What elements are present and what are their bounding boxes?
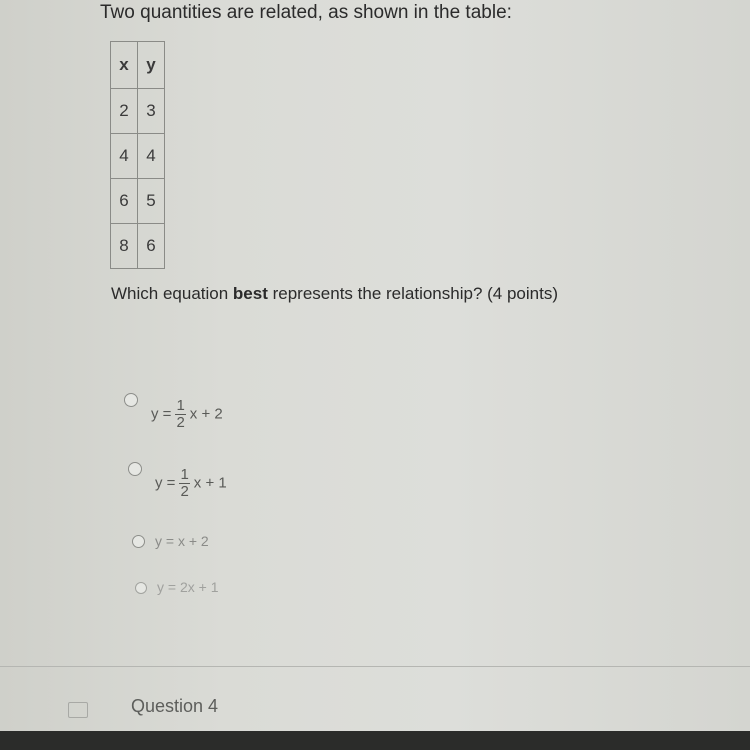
option-d-radio[interactable] (135, 582, 147, 594)
option-a-denominator: 2 (176, 414, 185, 431)
question-text-after: represents the relationship? (4 points) (267, 284, 558, 303)
option-a-rhs: x + 2 (189, 405, 223, 423)
screen-bezel (0, 731, 750, 750)
option-a-radio[interactable] (124, 393, 138, 407)
option-d-equation[interactable]: y = 2x + 1 (157, 579, 219, 595)
option-b-rhs: x + 1 (193, 474, 227, 492)
option-b-numerator: 1 (180, 466, 189, 483)
table-cell-x: 6 (111, 179, 138, 224)
data-table (110, 41, 165, 269)
table-cell-y: 3 (138, 89, 165, 134)
question-text-bold: best (232, 284, 268, 303)
table-cell-y: 6 (138, 224, 165, 269)
table-header-row (111, 42, 165, 89)
table-cell-x: 4 (111, 134, 138, 179)
table-cell-y: 5 (138, 179, 165, 224)
table-cell-y: 4 (138, 134, 165, 179)
option-b-denominator: 2 (180, 483, 189, 500)
option-b-radio[interactable] (128, 462, 142, 476)
question-prompt: Two quantities are related, as shown in the table: (100, 2, 512, 23)
table-row (111, 134, 165, 179)
next-question-label[interactable]: Question 4 (131, 696, 219, 716)
table-cell-x: 8 (111, 224, 138, 269)
option-a-numerator: 1 (176, 397, 185, 414)
question-text (111, 284, 558, 304)
option-b-lhs: y = (155, 474, 176, 492)
option-c-radio[interactable] (132, 535, 145, 548)
section-divider (0, 666, 750, 667)
option-a-equation[interactable] (151, 398, 223, 431)
table-row (111, 179, 165, 224)
option-a-lhs: y = (151, 405, 172, 423)
option-c-equation[interactable]: y = x + 2 (155, 533, 209, 549)
table-row (111, 224, 165, 269)
option-b-fraction (179, 467, 189, 500)
table-header-x: x (111, 42, 138, 89)
flag-icon[interactable] (68, 702, 88, 718)
question-text-before: Which equation (111, 284, 233, 303)
table-row (111, 89, 165, 134)
option-b-equation[interactable] (155, 467, 227, 500)
option-a-fraction (175, 398, 185, 431)
table-header-y: y (138, 42, 165, 89)
table-cell-x: 2 (111, 89, 138, 134)
